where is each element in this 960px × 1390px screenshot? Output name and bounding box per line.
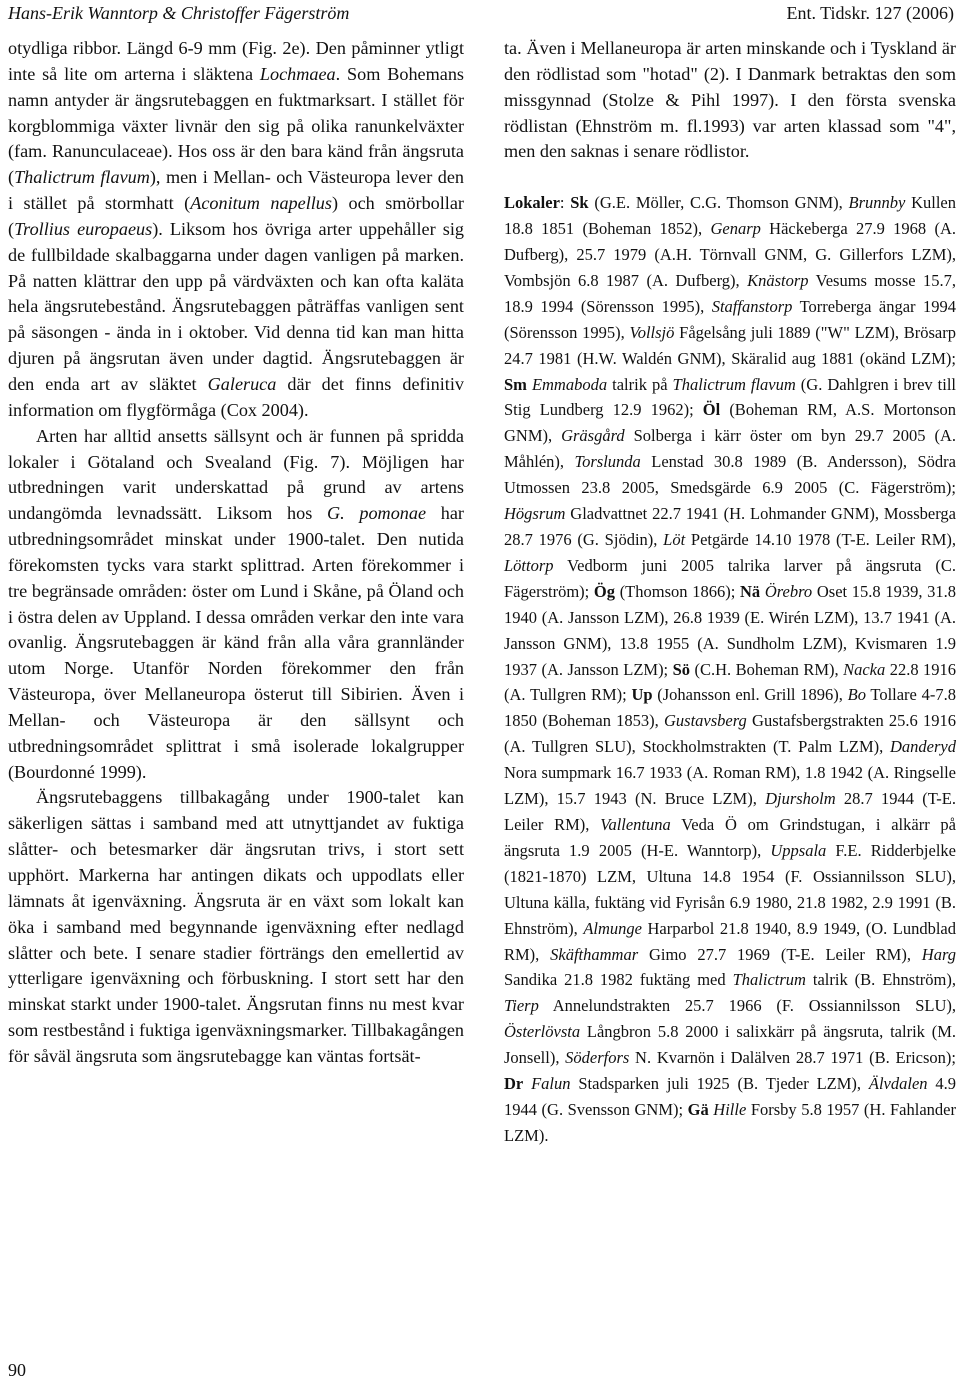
text-run: Stadsparken juli 1925 (B. Tjeder LZM), [570, 1074, 869, 1094]
text-run: Tollare 4-7.8 1850 (Boheman 1853), [504, 685, 956, 731]
text-run: Petgärde 14.10 1978 (T-E. Leiler RM), [685, 530, 957, 549]
parish-name: Österlövsta [504, 1022, 581, 1042]
text-run: Solberga i kärr öster om byn 29.7 2005 (A. Måhlén), [504, 426, 956, 472]
text-run: Gustafsbergstrakten 25.6 1916 (A. Tullgren SLU), Stockholmstrakten (T. Palm LZM), [504, 711, 956, 757]
parish-name: Bo [847, 685, 866, 705]
parish-name: Örebro [764, 581, 813, 601]
text-run: Långbron 5.8 2000 i salixkärr på ängsruta, talrik (M. Jonsell), [504, 1022, 956, 1068]
text-run: Nora sumpmark 16.7 1933 (A. Roman RM), 1.8 1942 (A. Ringselle LZM), 15.7 1943 (N. Bruce LZM), [504, 763, 956, 809]
province-code: Sk [570, 193, 589, 213]
text-run: Gladvattnet 22.7 1941 (H. Lohmander GNM), Mossberga 28.7 1976 (G. Sjödin), [504, 504, 956, 549]
text-run: (G. Dahlgren i brev till Stig Lundberg 12.9 1962); [504, 374, 957, 420]
text-run: Vedborm juni 2005 talrika larver på ängsruta (C. Fägerström); [504, 555, 956, 601]
text-run: (C.H. Boheman RM), [690, 659, 844, 679]
text-run: Forsby 5.8 1957 (H. Fahlander LZM). [504, 1099, 956, 1145]
text-run: har utbredningsområdet minskat under 1900-talet. Den nutida förekomsten tycks vara starkt splittrad. Arten förekommer i tre begränsade områden: öster om Lund i Skåne, på Öland och i östra delen av Uppland. I dessa områden verkar den inte vara ovanlig. Ängsrutebaggen är känd från alla våra grannländer utom Norge. Utanför Norden förekommer den från Västeuropa, över Mellaneuropa österut till Sibirien. Även i Mellan- och Västeuropa är den sällsynt och utbredningsområdet splittrat i små isolerade lokalgrupper (Bourdonné 1999). [8, 503, 464, 782]
parish-name: Gustavsberg [664, 711, 747, 731]
text-run: (Thomson 1866); [615, 581, 740, 601]
parish-name: Söderfors [565, 1048, 630, 1068]
text-run: talrik på [607, 374, 673, 394]
parish-name: Vollsjö [629, 322, 675, 342]
running-header [8, 0, 954, 30]
text-run: ), men i Mellan- och Västeuropa lever den i stället på stormhatt ( [8, 167, 465, 214]
text-run: 28.7 1944 (T-E. Leiler RM), [504, 789, 956, 834]
paragraph-decline: Ängsrutebaggens tillbakagång under 1900-talet kan säkerligen sättas i samband med att utnyttjandet av fuktiga slåtter- och betesmarker där ängsrutan trivs, i stort sett upphört. Markerna har antingen dikats och uppodlats eller lämnats åt igenväxning. Ängsruta är en växt som lokalt kan öka i samband med begynnande igenväxning efter nedlagd slåtter och bete. I senare stadier förträngs den emellertid av ytterligare igenväxning och förbuskning. I stort sett har den minskat starkt under 1900-talet. Ängsrutan finns nu mest kvar som restbestånd i fuktiga igenväxningsmarker. Tillbakagången för såväl ängsruta som ängsrutebagge kan väntas fortsät- [8, 787, 464, 1066]
taxon-name: Galeruca [207, 373, 277, 394]
paragraph-biology [8, 36, 464, 424]
taxon-name: Trollius europaeus [14, 218, 153, 239]
text-run: (Boheman RM, A.S. Mortonson GNM), [504, 400, 956, 446]
province-code: Dr [504, 1074, 524, 1094]
province-code: Ög [593, 581, 616, 601]
text-run: otydliga ribbor. Längd 6-9 mm (Fig. 2e). Den påminner ytligt inte så lite om arterna i släktena [8, 38, 464, 84]
page-number: 90 [8, 1360, 26, 1380]
parish-name: Torslunda [574, 452, 641, 472]
province-code: Lokaler [504, 193, 560, 213]
text-run: Lenstad 30.8 1989 (B. Andersson), Södra Utmossen 23.8 2005, Smedsgärde 6.9 2005 (C. Fägerström); [504, 452, 956, 498]
text-run: N. Kvarnön i Dalälven 28.7 1971 (B. Ericson); [629, 1048, 956, 1068]
text-run: (G.E. Möller, C.G. Thomson GNM), [588, 193, 849, 213]
province-code: Up [631, 685, 653, 705]
header-journal: Ent. Tidskr. 127 (2006) [786, 3, 954, 23]
text-run: Oset 15.8 1939, 31.8 1940 (A. Jansson LZM), 26.8 1939 (E. Wirén LZM), 13.7 1941 (A. Jansson GNM), 13.8 1955 (A. Sundholm LZM), Kvismaren 1.9 1937 (A. Jansson LZM); [504, 581, 957, 679]
parish-name: Falun [531, 1074, 571, 1094]
text-run: : [559, 193, 571, 213]
text-run: talrik (B. Ehnström), [805, 970, 957, 990]
taxon-name: Aconitum napellus [190, 193, 332, 214]
text-run: Arten har alltid ansetts sällsynt och är funnen på spridda lokaler i Götaland och Svealand (Fig. 7). Möjligen har utbredningen varit underskattad på grund av artens undangömda levnadssätt. Liksom hos [8, 425, 464, 524]
parish-name: Thalictrum flavum [672, 374, 796, 394]
text-run: 22.8 1916 (A. Tullgren RM); [504, 659, 957, 705]
text-run: Veda Ö om Grindstugan, i alkärr på ängsruta 1.9 2005 (H-E. Wanntorp), [504, 814, 957, 860]
text-run: ). Liksom hos övriga arter uppehåller sig de fullbildade skalbaggarna under dagen vanligen på marken. På natten klättrar den upp på värdväxten och kan ofta kaläta hela ängsrutebestånd. Ängsrutebaggen påträffas vanligen sent på säsongen - ända in i oktober. Vid denna tid kan man hitta djuren på ängsrutan även under dagtid. Ängsrutebaggen är den enda art av släktet [8, 218, 464, 394]
header-authors: Hans-Erik Wanntorp & Christoffer Fägerström [8, 3, 350, 23]
text-run: Kullen 18.8 1851 (Boheman 1852), [504, 193, 956, 239]
parish-name: Danderyd [890, 737, 956, 757]
text-run: Vesums mosse 15.7, 18.9 1994 (Sörensson 1995), [504, 270, 956, 316]
parish-name: Harg [921, 944, 957, 964]
text-run: F.E. Ridderbjelke (1821-1870) LZM, Ultuna 14.8 1954 (F. Ossiannilsson SLU), Ultuna källa, fuktäng vid Fyrisån 6.9 1980, 21.8 1982, 2.9 1991 (B. Ehnström), [504, 840, 956, 938]
parish-name: Staffanstorp [711, 296, 793, 316]
parish-name: Löttorp [504, 555, 554, 575]
right-column [504, 36, 956, 1149]
text-run: ) och smörbollar ( [8, 193, 464, 239]
parish-name: Uppsala [770, 840, 827, 860]
text-run: Gimo 27.7 1969 (T-E. Leiler RM), [638, 944, 922, 964]
parish-name: Almunge [583, 918, 642, 938]
province-code: Gä [687, 1099, 709, 1119]
parish-name: Älvdalen [868, 1074, 928, 1094]
paragraph-localities [504, 190, 956, 1149]
parish-name: Skäfthammar [550, 944, 639, 964]
text-run [523, 1074, 531, 1093]
parish-name: Nacka [843, 659, 886, 679]
parish-name: Emmaboda [531, 374, 608, 394]
left-column [8, 36, 464, 1070]
taxon-name: Lochmaea [259, 63, 336, 84]
parish-name: Thalictrum [732, 970, 806, 990]
parish-name: Knästorp [747, 270, 809, 290]
text-run: Torreberga ängar 1994 (Sörensson 1995), [504, 296, 956, 342]
parish-name: Tierp [504, 996, 539, 1016]
taxon-name: Thalictrum flavum [14, 167, 150, 188]
text-run: Fågelsång juli 1889 ("W" LZM), Brösarp 24.7 1981 (H.W. Waldén GNM), Skäralid aug 1881 (okänd LZM); [504, 322, 956, 368]
parish-name: Vallentuna [600, 814, 671, 834]
text-run: . Som Bohemans namn antyder är ängsrutebaggen en fuktmarksart. I stället för korgblommiga växter livnär den sig på olika ranunkelväxter (fam. Ranunculaceae). Hos oss är den bara känd från ängsruta ( [8, 63, 465, 188]
parish-name: Genarp [710, 219, 761, 239]
text-run: (Johansson enl. Grill 1896), [652, 685, 848, 705]
province-code: Öl [702, 400, 721, 420]
text-run: där det finns definitiv information om flygförmåga (Cox 2004). [8, 373, 464, 420]
parish-name: Brunnby [848, 193, 906, 213]
parish-name: Gräsgård [561, 426, 625, 446]
taxon-name: G. pomonae [326, 503, 427, 524]
parish-name: Hille [713, 1099, 747, 1119]
paragraph-distribution [8, 424, 464, 786]
text-run: Sandika 21.8 1982 fuktäng med [504, 970, 733, 990]
province-code: Sö [672, 659, 691, 679]
text-run: Annelundstrakten 25.7 1966 (F. Ossiannilsson SLU), [538, 996, 956, 1016]
parish-name: Djursholm [765, 789, 836, 809]
paragraph-redlist: ta. Även i Mellaneuropa är arten minskande och i Tyskland är den rödlistad som "hotad" (2). I Danmark betraktas den som missgynnad (Stolze & Pihl 1997). I den första svenska rödlistan (Ehnström m. fl.1993) var arten klassad som "4", men den saknas i senare rödlistor. [504, 38, 956, 162]
text-run: Häckeberga 27.9 1968 (A. Dufberg), 25.7 1979 (A.H. Törnvall GNM, G. Gillerfors LZM), Vombsjön 6.8 1987 (A. Dufberg), [504, 219, 956, 290]
parish-name: Högsrum [504, 504, 566, 524]
text-run: 4.9 1944 (G. Svensson GNM); [504, 1074, 957, 1119]
province-code: Nä [739, 581, 761, 601]
parish-name: Löt [663, 530, 686, 549]
province-code: Sm [504, 374, 527, 394]
text-run: Harparbol 21.8 1940, 8.9 1949, (O. Lundblad RM), [504, 918, 956, 964]
